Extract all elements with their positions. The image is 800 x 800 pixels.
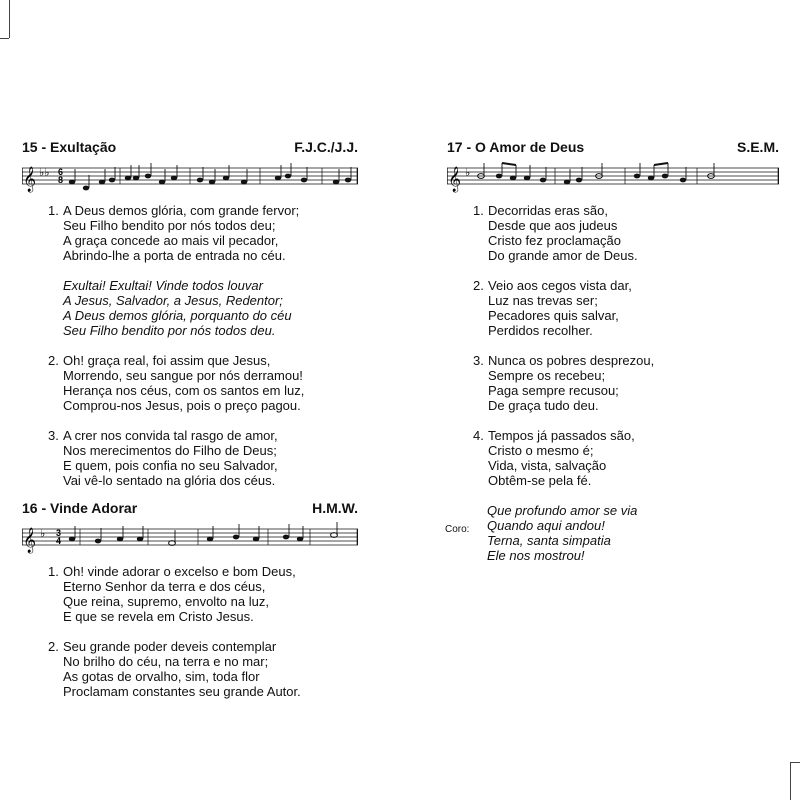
- verse: [473, 278, 779, 338]
- verse-number: 4.: [473, 428, 484, 443]
- svg-text:♭♭: ♭♭: [39, 166, 50, 179]
- chorus-line: Exultai! Exultai! Vinde todos louvar: [63, 278, 263, 293]
- verse: [473, 353, 779, 413]
- hymn-17: [447, 139, 779, 563]
- lyric-line: Sempre os recebeu;: [488, 368, 606, 383]
- lyric-line: Abrindo-lhe a porta de entrada no céu.: [63, 248, 286, 263]
- lyric-line: Vida, vista, salvação: [488, 458, 607, 473]
- lyric-line: As gotas de orvalho, sim, toda flor: [63, 669, 260, 684]
- verse: [48, 639, 358, 699]
- left-column: [22, 139, 358, 714]
- svg-text:8: 8: [58, 175, 64, 185]
- lyric-line: A crer nos convida tal rasgo de amor,: [63, 428, 278, 443]
- treble-clef-icon: 𝄞: [448, 167, 462, 192]
- lyric-line: Tempos já passados são,: [488, 428, 635, 443]
- verse: [48, 564, 358, 624]
- lyric-line: Proclamam constantes seu grande Autor.: [63, 684, 301, 699]
- lyric-line: Seu grande poder deveis contemplar: [63, 639, 277, 654]
- chorus-line: Terna, santa simpatia: [487, 533, 611, 548]
- chorus-line: A Deus demos glória, porquanto do céu: [63, 308, 292, 323]
- verse-number: 2.: [48, 353, 59, 368]
- hymn-title: 17 - O Amor de Deus: [447, 139, 585, 155]
- svg-text:6: 6: [58, 167, 64, 177]
- chorus-label: Coro:: [445, 524, 470, 535]
- verses: [447, 203, 779, 488]
- lyric-line: Desde que aos judeus: [488, 218, 618, 233]
- lyric-line: Que reina, supremo, envolto na luz,: [63, 594, 269, 609]
- lyric-line: Perdidos recolher.: [488, 323, 593, 338]
- verse-number: 3.: [473, 353, 484, 368]
- chorus: [63, 278, 358, 338]
- lyric-line: No brilho do céu, na terra e no mar;: [63, 654, 269, 669]
- hymn-author: H.M.W.: [312, 500, 358, 516]
- lyric-line: Vai vê-lo sentado na glória dos céus.: [63, 473, 276, 488]
- svg-text:♭: ♭: [40, 527, 46, 540]
- verse-number: 1.: [473, 203, 484, 218]
- lyric-line: Seu Filho bendito por nós todos deu;: [63, 218, 276, 233]
- lyric-line: Cristo fez proclamação: [488, 233, 621, 248]
- verse: [48, 428, 358, 488]
- chorus-line: Que profundo amor se via: [487, 503, 638, 518]
- lyric-line: A Deus demos glória, com grande fervor;: [63, 203, 300, 218]
- lyric-line: Comprou-nos Jesus, pois o preço pagou.: [63, 398, 301, 413]
- lyric-line: Herança nos céus, com os santos em luz,: [63, 383, 305, 398]
- lyric-line: Oh! vinde adorar o excelso e bom Deus,: [63, 564, 296, 579]
- verse: [48, 353, 358, 413]
- hymn-author: F.J.C./J.J.: [294, 139, 358, 155]
- chorus-line: Ele nos mostrou!: [487, 548, 585, 563]
- music-staff: [22, 522, 358, 556]
- verse: [473, 428, 779, 488]
- lyric-line: Do grande amor de Deus.: [488, 248, 638, 263]
- chorus-line: Quando aqui andou!: [487, 518, 605, 533]
- verse: [48, 203, 358, 263]
- lyric-line: Veio aos cegos vista dar,: [488, 278, 632, 293]
- verses: [22, 203, 358, 488]
- hymn-header: [22, 139, 358, 159]
- hymn-author: S.E.M.: [736, 139, 779, 155]
- lyric-line: Nos merecimentos do Filho de Deus;: [63, 443, 277, 458]
- lyric-line: Nunca os pobres desprezou,: [488, 353, 655, 368]
- lyric-line: A graça concede ao mais vil pecador,: [63, 233, 279, 248]
- crop-mark-bottom-right-h: [791, 762, 800, 763]
- lyric-line: Obtêm-se pela fé.: [488, 473, 592, 488]
- verse-number: 3.: [48, 428, 59, 443]
- hymn-16: [22, 500, 358, 699]
- svg-text:♭: ♭: [465, 166, 471, 179]
- verses: [22, 564, 358, 699]
- chorus-line: A Jesus, Salvador, a Jesus, Redentor;: [63, 293, 283, 308]
- svg-text:4: 4: [56, 536, 62, 546]
- svg-text:3: 3: [56, 528, 62, 538]
- lyric-line: Luz nas trevas ser;: [488, 293, 598, 308]
- lyric-line: De graça tudo deu.: [488, 398, 599, 413]
- lyric-line: E quem, pois confia no seu Salvador,: [63, 458, 278, 473]
- verse-number: 2.: [48, 639, 59, 654]
- crop-mark-top-left-h: [0, 38, 9, 39]
- lyric-line: Eterno Senhor da terra e dos céus,: [63, 579, 266, 594]
- verse-number: 2.: [473, 278, 484, 293]
- lyric-line: Morrendo, seu sangue por nós derramou!: [63, 368, 303, 383]
- right-column: [447, 139, 779, 563]
- treble-clef-icon: 𝄞: [23, 167, 37, 192]
- crop-mark-top-left: [9, 0, 10, 38]
- music-staff: [447, 161, 779, 195]
- treble-clef-icon: 𝄞: [23, 528, 37, 553]
- hymn-header: [447, 139, 779, 159]
- lyric-line: Paga sempre recusou;: [488, 383, 619, 398]
- lyric-line: Pecadores quis salvar,: [488, 308, 619, 323]
- lyric-line: E que se revela em Cristo Jesus.: [63, 609, 254, 624]
- verse-number: 1.: [48, 564, 59, 579]
- music-staff: [22, 161, 358, 195]
- lyric-line: Oh! graça real, foi assim que Jesus,: [63, 353, 271, 368]
- hymn-title: 15 - Exultação: [22, 139, 117, 155]
- verse-number: 1.: [48, 203, 59, 218]
- hymn-header: [22, 500, 358, 520]
- lyric-line: Cristo o mesmo é;: [488, 443, 594, 458]
- crop-mark-bottom-right: [790, 762, 791, 800]
- chorus-line: Seu Filho bendito por nós todos deu.: [63, 323, 276, 338]
- hymn-title: 16 - Vinde Adorar: [22, 500, 138, 516]
- lyric-line: Decorridas eras são,: [488, 203, 608, 218]
- verse: [473, 203, 779, 263]
- chorus-block: [447, 503, 779, 563]
- hymn-15: [22, 139, 358, 488]
